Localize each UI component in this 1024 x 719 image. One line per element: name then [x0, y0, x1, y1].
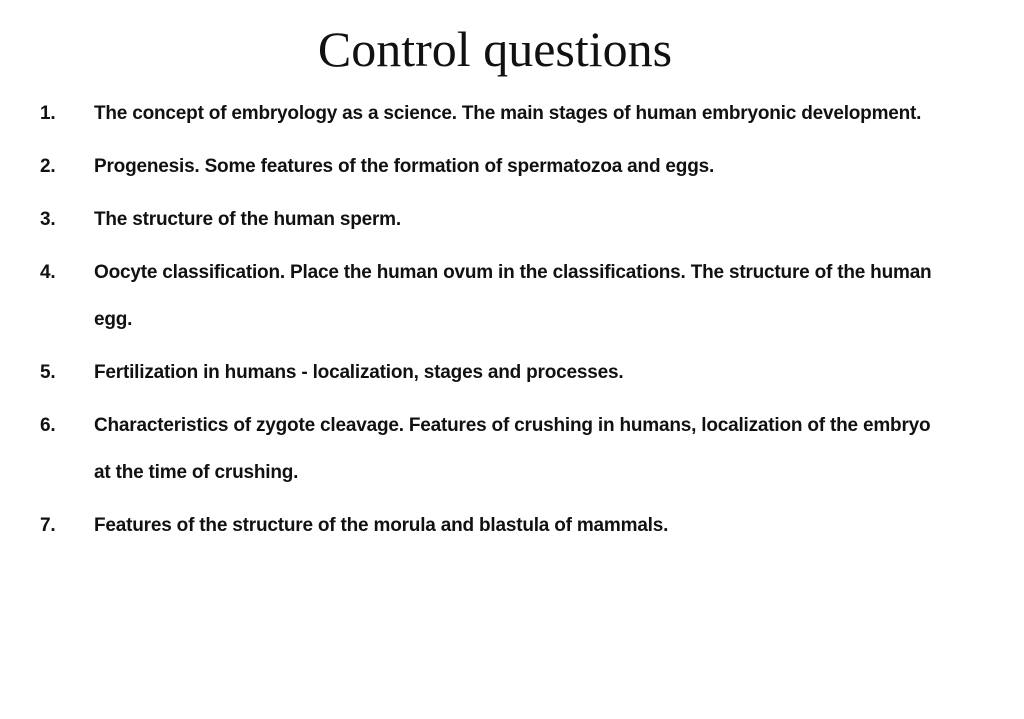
question-text: Fertilization in humans - localization, stages and processes.: [94, 362, 624, 383]
question-text: Characteristics of zygote cleavage. Features of crushing in humans, localization of the embryo at the time of crushing.: [94, 415, 931, 483]
question-item: [40, 402, 940, 496]
question-number: 5.: [40, 362, 56, 383]
question-item: [40, 143, 940, 190]
question-text: The structure of the human sperm.: [94, 209, 401, 230]
question-item: [40, 249, 940, 343]
questions-list: [40, 90, 940, 555]
question-number: 7.: [40, 515, 56, 536]
question-text: Oocyte classification. Place the human ovum in the classifications. The structure of the human egg.: [94, 262, 932, 330]
question-item: [40, 196, 940, 243]
question-text: Progenesis. Some features of the formation of spermatozoa and eggs.: [94, 156, 715, 177]
question-number: 1.: [40, 103, 56, 124]
question-text: Features of the structure of the morula and blastula of mammals.: [94, 515, 669, 536]
question-number: 6.: [40, 415, 56, 436]
slide-title: Control questions: [317, 21, 673, 77]
question-number: 3.: [40, 209, 56, 230]
question-item: [40, 502, 940, 549]
question-item: [40, 349, 940, 396]
question-number: 4.: [40, 262, 56, 283]
question-text: The concept of embryology as a science. The main stages of human embryonic development.: [94, 103, 922, 124]
question-item: [40, 90, 940, 137]
question-number: 2.: [40, 156, 56, 177]
